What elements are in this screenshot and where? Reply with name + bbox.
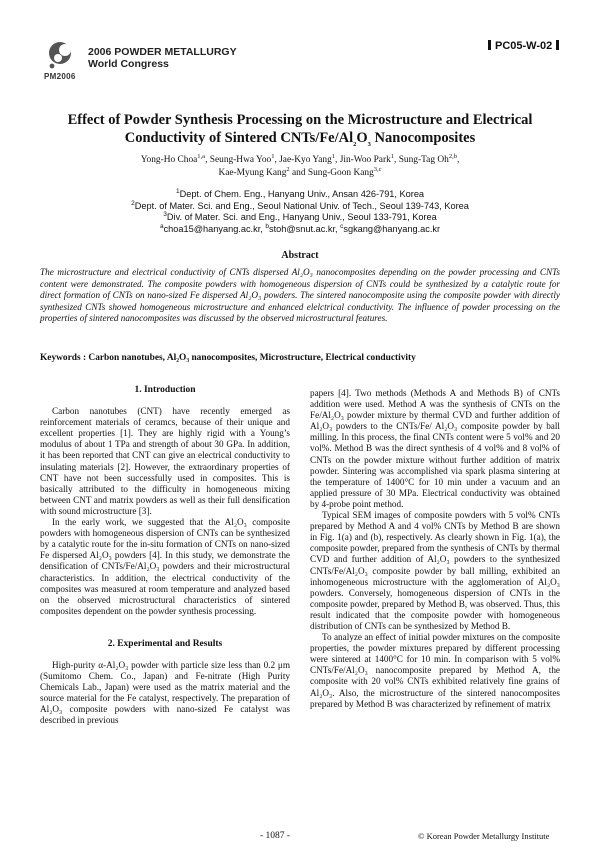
author: Jae-Kyo Yang xyxy=(279,155,332,165)
author-sup: 1 xyxy=(390,152,395,160)
affil-text: Dept. of Mater. Sci. and Eng., Seoul National Univ. of Tech., Seoul 139-743, Korea xyxy=(134,200,469,211)
email-sup: c xyxy=(340,222,344,230)
paragraph: Carbon nanotubes (CNT) have recently emerged as reinforcement materials of ceramcs, because of their unique and excellent properties [1]. They are highly rigid with a Young’s modulus of about 1 TPa and strength of about 30 GPa. In addition, it has been reported that CNT can give an electrical conductivity to insulating materials [2]. However, the extraordinary properties of CNT have not been successfully used in composites. This is basically attributed to the difficulty in homogeneous mixing between CNT and matrix powders as well as their full densification with sound microstructure [3]. xyxy=(40,406,290,516)
abstract-text: The microstructure and electrical conductivity of CNTs dispersed Al₂O₃ nanocomposites depending on the powder processing and CNTs content were demonstrated. The composite powders with homogeneous dispersion of CNTs could be synthesized by a catalytic route for direct formation of CNTs on nano-sized Fe dispersed Al₂O₃ powders. The sintered nanocomposite using the composite powder with directly synthesized CNTs showed homogeneous microstructure and enhanced elelctrical conductivity. The influence of powder processing on the properties of sintered nanocomposites was discussed by the observed microstructural features. xyxy=(40,267,560,324)
author: Jin-Woo Park xyxy=(339,155,391,165)
author-sup: 2 xyxy=(286,165,290,173)
right-column xyxy=(310,388,560,710)
paper-code-text: PC05-W-02 xyxy=(495,40,553,52)
code-bar-left xyxy=(488,40,491,50)
affil-text: Dept. of Chem. Eng., Hanyang Univ., Ansan 426-791, Korea xyxy=(179,189,425,199)
author-sup: 2,b xyxy=(448,152,457,160)
section-heading-introduction: 1. Introduction xyxy=(134,385,196,395)
spacer xyxy=(40,617,290,639)
email: stoh@snut.ac.kr, xyxy=(268,223,341,234)
author-sup: 1,a xyxy=(197,152,206,160)
author-sup: 1 xyxy=(271,152,275,160)
code-bar-right xyxy=(556,40,559,50)
title-sub-2: 3 xyxy=(367,140,371,148)
affil-sup: 3 xyxy=(163,210,167,218)
copyright: © Korean Powder Metallurgy Institute xyxy=(418,831,550,841)
affiliation-2 xyxy=(60,201,540,213)
logo-text: PM2006 xyxy=(44,72,76,81)
paragraph: To analyze an effect of initial powder mixtures on the composite properties, the powder mixtures prepared by different processing were sintered at 1400°C for 10 min. In comparison with 5 vol% CNTs/Fe/Al₂O₃ nanocomposite prepared by Method A, the composite with 20 vol% CNTs exhibited relatively fine grains of Al₂O₃. Also, the microstructure of the sintered nanocomposites prepared by Method B was characterized by refinement of matrix xyxy=(310,632,560,709)
affiliation-3 xyxy=(60,212,540,224)
affil-sup: 2 xyxy=(131,199,135,207)
section-heading-experimental: 2. Experimental and Results xyxy=(107,638,223,649)
affil-sup: 1 xyxy=(175,187,180,195)
abstract-heading: Abstract xyxy=(281,250,319,261)
title-line-2 xyxy=(40,129,560,147)
conference-name xyxy=(88,46,237,70)
emails xyxy=(60,224,540,236)
author-sup: 1 xyxy=(331,152,336,160)
keywords: Keywords : Carbon nanotubes, Al₂O₃ nanocomposites, Microstructure, Electrical conductivity xyxy=(40,353,416,363)
author: Yong-Ho Choa xyxy=(140,155,198,165)
title-line-1: Effect of Powder Synthesis Processing on the Microstructure and Electrical xyxy=(67,112,533,128)
conference-line1: 2006 POWDER METALLURGY xyxy=(88,46,237,58)
author: Sung-Tag Oh xyxy=(398,155,449,165)
paragraph: In the early work, we suggested that the Al₂O₃ composite powders with homogeneous dispersion of CNTs can be synthesized by a catalytic route for the in-situ formation of CNTs on nano-sized Fe dispersed Al₂O₃ powders [4]. In this study, we demonstrate the densification of CNTs/Fe/Al₂O₃ powders and their microstructural characteristics. In addition, the electrical conductivity of the composites was measured at room temperature and analyzed based on the observed microstructural characteristics of sintered composites dependent on the powder synthesis processing. xyxy=(40,517,290,616)
author: Kae-Myung Kang xyxy=(218,168,287,178)
title-part-c: Nanocomposites xyxy=(370,130,476,146)
author-sup: 3,c xyxy=(373,165,382,173)
affil-text: Div. of Mater. Sci. and Eng., Hanyang Univ., Seoul 133-791, Korea xyxy=(166,212,437,222)
paper-code xyxy=(484,40,563,52)
title-sub-1: 2 xyxy=(353,140,357,148)
page-number: - 1087 - xyxy=(260,831,291,841)
author: Sung-Goon Kang xyxy=(307,168,374,178)
title-part-a: Conductivity of Sintered CNTs/Fe/Al xyxy=(124,130,354,146)
email-sup: a xyxy=(159,222,164,230)
author-list: Yong-Ho Choa$^{1,a}$, Seung-Hwa Yoo$^1$, Jae-Kyo Yang$^1$, Jin-Woo Park$^1$, Sung-Tag Oh$^{2,b}$, Kae-Myung Kang$^2$ and Sung-Goon Kang$^{3,c}$ xyxy=(140,152,460,178)
paragraph: papers [4]. Two methods (Methods A and Methods B) of CNTs addition were used. Method A was the synthesis of CNTs on the Fe/Al₂O₃ powder mixture by thermal CVD and further addition of Al₂O₃ powders to the CNTs/Fe/ Al₂O₃ composite powder by ball milling. In this process, the final CNTs content were 5 vol% and 20 vol%. Method B was the direct synthesis of 4 vol% and 8 vol% of CNTs on the powder mixture without further addition of matrix powder. Sintering was accomplished via spark plasma sintering at the temperature of 1400°C for 10 min under a vacuum and an applied pressure of 30 MPa. Electrical conductivity was obtained by 4-probe point method. xyxy=(310,388,560,509)
author: Seung-Hwa Yoo xyxy=(209,155,272,165)
email: sgkang@hanyang.ac.kr xyxy=(343,223,441,234)
left-column xyxy=(40,385,290,727)
conference-line2: World Congress xyxy=(88,58,169,70)
email: choa15@hanyang.ac.kr, xyxy=(163,223,266,234)
paper-title xyxy=(40,111,560,147)
title-part-b: O xyxy=(356,130,368,146)
affiliations xyxy=(60,189,540,235)
paragraph: High-purity α-Al₂O₃ powder with particle size less than 0.2 μm (Sumitomo Chem. Co., Japan) and Fe-nitrate (High Purity Chemicals Lab., Japan) were used as the matrix material and the source material for the Fe catalyst, respectively. The preparation of Al₂O₃ composite powders with nano-sized Fe catalyst was described in previous xyxy=(40,659,290,726)
email-sup: b xyxy=(265,222,269,230)
paragraph: Typical SEM images of composite powders with 5 vol% CNTs prepared by Method A and 4 vol% CNTs by Method B are shown in Fig. 1(a) and (b), respectively. As clearly shown in Fig. 1(a), the composite powder, prepared from the synthesis of CNTs by thermal CVD and further addition of Al₂O₃ powders to the synthesized CNTs/Fe/Al₂O₃ composite powder by ball milling, exhibited an inhomogeneous microstructure with the agglomeration of Al₂O₃ powders. Conversely, homogeneous dispersion of CNTs in the composite powder, prepared by Method B, was observed. Thus, this result indicated that the composite powder with homogeneous distribution of CNTs can be synthesized by Method B. xyxy=(310,510,560,631)
